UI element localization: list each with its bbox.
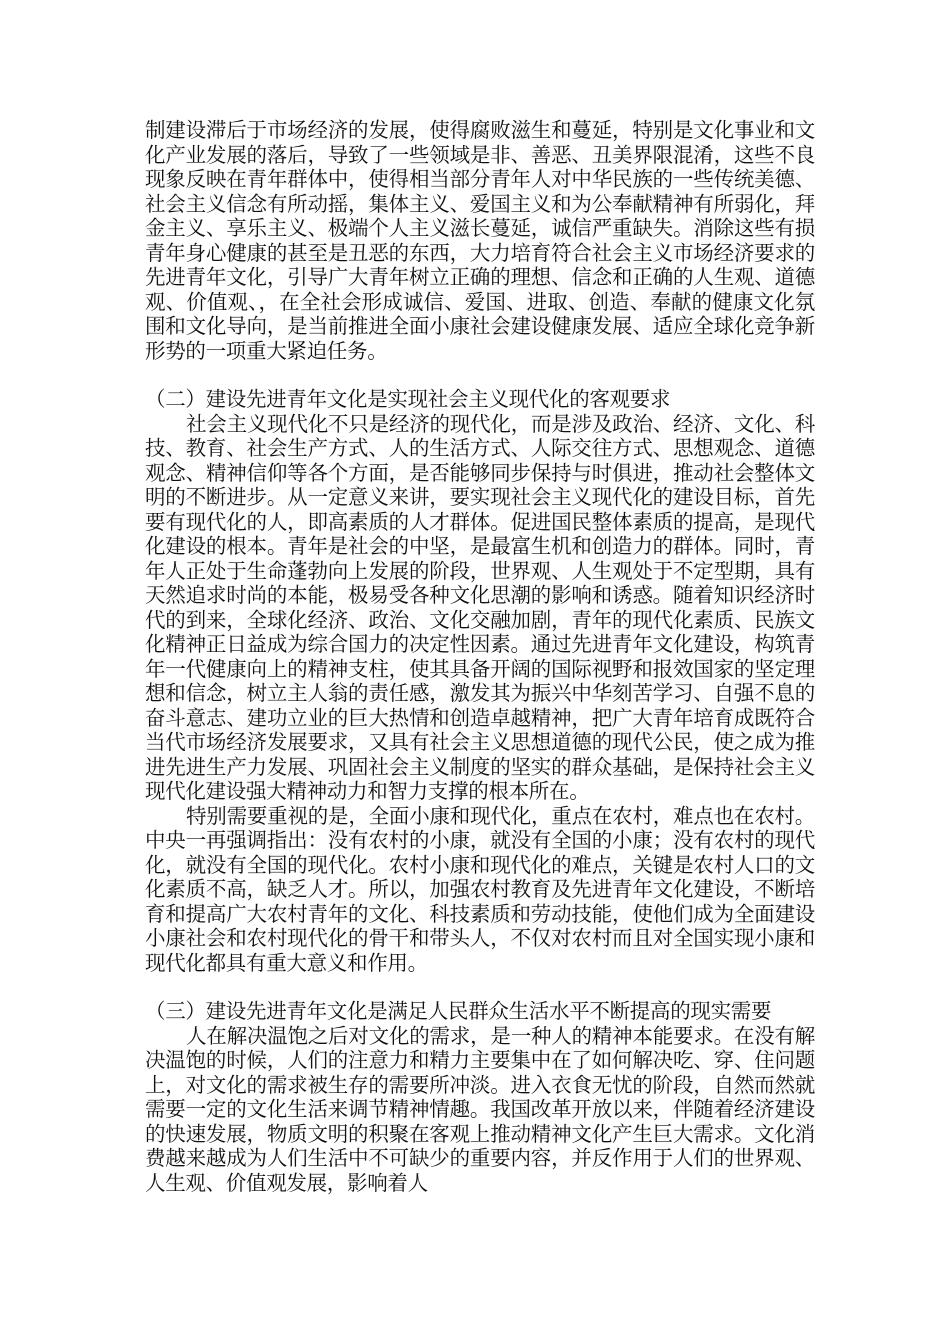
section-2-paragraph-2: 特别需要重视的是，全面小康和现代化，重点在农村，难点也在农村。中央一再强调指出：没有农村的小康，就没有全国的小康；没有农村的现代化，就没有全国的现代化。农村小康和现代化的难点，关键是农村人口的文化素质不高，缺乏人才。所以，加强农村教育及先进青年文化建设，不断培育和提高广大农村青年的文化、科技素质和劳动技能，使他们成为全面建设小康社会和农村现代化的骨干和带头人，不仅对农村而且对全国实现小康和现代化都具有重大意义和作用。 (145, 803, 815, 975)
document-page (145, 118, 815, 1195)
section-2-heading: （二）建设先进青年文化是实现社会主义现代化的客观要求 (145, 387, 671, 411)
section-3-heading: （三）建设先进青年文化是满足人民群众生活水平不断提高的现实需要 (145, 999, 772, 1023)
section-3-paragraph-1: 人在解决温饱之后对文化的需求，是一种人的精神本能要求。在没有解决温饱的时候，人们的注意力和精力主要集中在了如何解决吃、穿、住问题上，对文化的需求被生存的需要所冲淡。进入衣食无忧的阶段，自然而然就需要一定的文化生活来调节精神情趣。我国改革开放以来，伴随着经济建设的快速发展，物质文明的积聚在客观上推动精神文化产生巨大需求。文化消费越来越成为人们生活中不可缺少的重要内容，并反作用于人们的世界观、人生观、价值观发展，影响着人 (145, 1023, 815, 1195)
section-2-paragraph-1: 社会主义现代化不只是经济的现代化，而是涉及政治、经济、文化、科技、教育、社会生产方式、人的生活方式、人际交往方式、思想观念、道德观念、精神信仰等各个方面，是否能够同步保持与时俱进，推动社会整体文明的不断进步。从一定意义来讲，要实现社会主义现代化的建设目标，首先要有现代化的人，即高素质的人才群体。促进国民整体素质的提高，是现代化建设的根本。青年是社会的中坚，是最富生机和创造力的群体。同时，青年人正处于生命蓬勃向上发展的阶段，世界观、人生观处于不定型期，具有天然追求时尚的本能，极易受各种文化思潮的影响和诱惑。随着知识经济时代的到来，全球化经济、政治、文化交融加剧，青年的现代化素质、民族文化精神正日益成为综合国力的决定性因素。通过先进青年文化建设，构筑青年一代健康向上的精神支柱，使其具备开阔的国际视野和报效国家的坚定理想和信念，树立主人翁的责任感，激发其为振兴中华刻苦学习、自强不息的奋斗意志、建功立业的巨大热情和创造卓越精神，把广大青年培育成既符合当代市场经济发展要求，又具有社会主义思想道德的现代公民，使之成为推进先进生产力发展、巩固社会主义制度的坚实的群众基础，是保持社会主义现代化建设强大精神动力和智力支撑的根本所在。 (145, 411, 815, 803)
paragraph-gap (145, 363, 815, 387)
paragraph-gap (145, 975, 815, 999)
intro-paragraph: 制建设滞后于市场经济的发展，使得腐败滋生和蔓延，特别是文化事业和文化产业发展的落后，导致了一些领域是非、善恶、丑美界限混淆，这些不良现象反映在青年群体中，使得相当部分青年人对中华民族的一些传统美德、社会主义信念有所动摇，集体主义、爱国主义和为公奉献精神有所弱化，拜金主义、享乐主义、极端个人主义滋长蔓延，诚信严重缺失。消除这些有损青年身心健康的甚至是丑恶的东西，大力培育符合社会主义市场经济要求的先进青年文化，引导广大青年树立正确的理想、信念和正确的人生观、道德观、价值观、，在全社会形成诚信、爱国、进取、创造、奉献的健康文化氛围和文化导向，是当前推进全面小康社会建设健康发展、适应全球化竞争新形势的一项重大紧迫任务。 (145, 118, 815, 363)
